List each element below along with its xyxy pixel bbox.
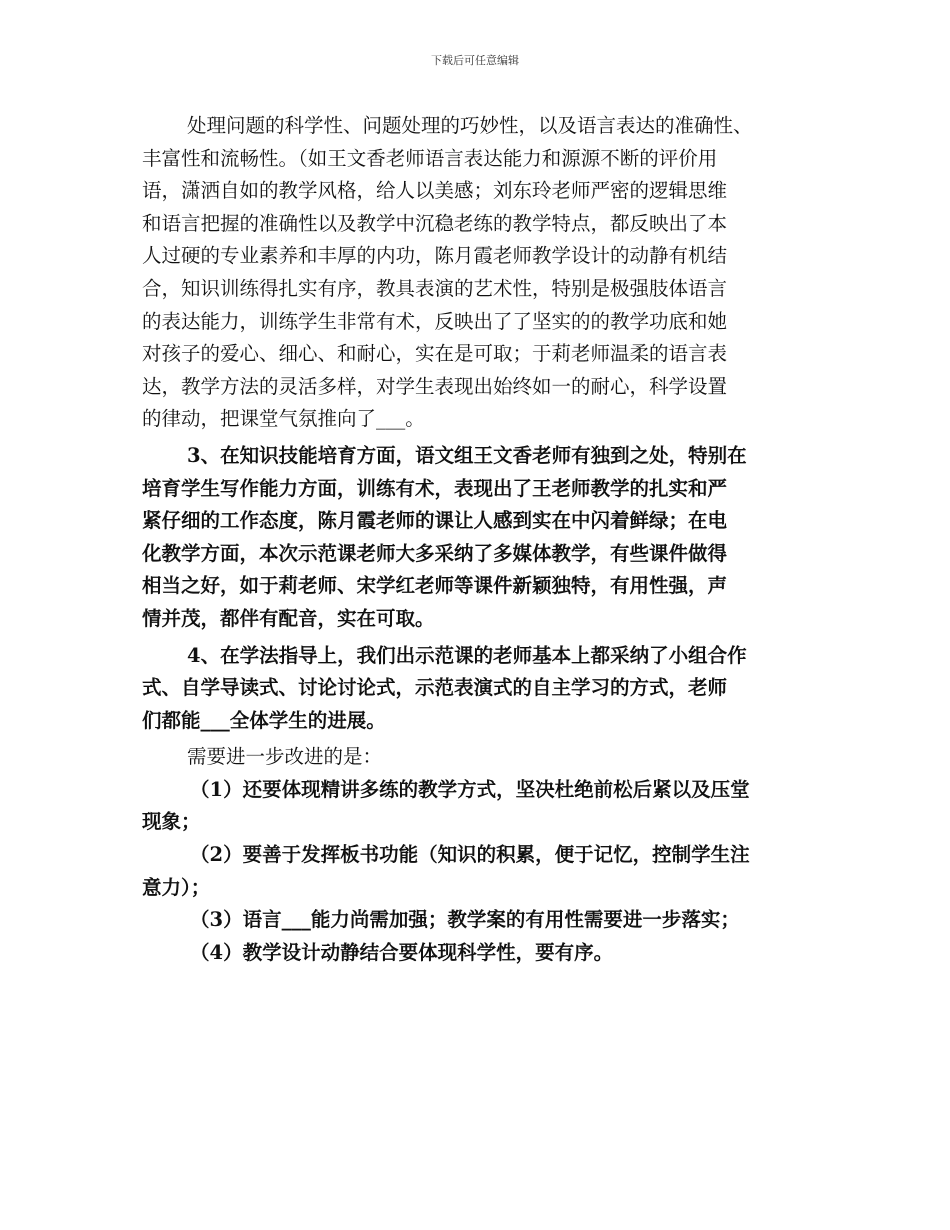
improvement-item-4: （4）教学设计动静结合要体现科学性，要有序。 — [190, 940, 614, 964]
text-line: 们都能___全体学生的进展。 — [142, 708, 386, 732]
text-line: 语，潇洒自如的教学风格，给人以美感；刘东玲老师严密的逻辑思维 — [142, 179, 728, 203]
page-header: 下载后可任意编辑 — [431, 54, 519, 67]
text-line: 丰富性和流畅性。（如王文香老师语言表达能力和源源不断的评价用 — [142, 146, 718, 170]
text-line: （2）要善于发挥板书功能（知识的积累，便于记忆，控制学生注 — [190, 843, 750, 867]
improvement-item-1 — [142, 774, 814, 839]
text-line: 对孩子的爱心、细心、和耐心，实在是可取；于莉老师温柔的语言表 — [142, 342, 728, 366]
text-line: 达，教学方法的灵活多样，对学生表现出始终如一的耐心，科学设置 — [142, 374, 728, 398]
text-line: （1）还要体现精讲多练的教学方式，坚决杜绝前松后紧以及压堂 — [190, 777, 750, 801]
text-line: 紧仔细的工作态度，陈月霞老师的课让人感到实在中闪着鲜绿；在电 — [142, 509, 728, 533]
text-line: 化教学方面，本次示范课老师大多采纳了多媒体教学，有些课件做得 — [142, 541, 728, 565]
text-line: 4、在学法指导上，我们出示范课的老师基本上都采纳了小组合作 — [187, 643, 747, 667]
text-line: 的律动，把课堂气氛推向了___。 — [142, 407, 425, 431]
paragraph-knowledge-skills — [142, 440, 814, 636]
text-line: 相当之好，如于莉老师、宋学红老师等课件新颖独特，有用性强，声 — [142, 574, 728, 598]
text-line: 处理问题的科学性、问题处理的巧妙性，以及语言表达的准确性、 — [187, 114, 753, 137]
text-line: 现象； — [142, 810, 201, 834]
text-line: 意力）； — [142, 875, 211, 899]
improvement-section — [142, 741, 814, 969]
improvement-item-2 — [142, 839, 814, 904]
paragraph-teaching-evaluation — [142, 110, 814, 436]
text-line: 情并茂，都伴有配音，实在可取。 — [142, 606, 435, 630]
text-line: 合，知识训练得扎实有序，教具表演的艺术性，特别是极强肢体语言 — [142, 276, 728, 300]
paragraph-learning-guidance — [142, 640, 814, 738]
improvement-item-3: （3）语言___能力尚需加强；教学案的有用性需要进一步落实； — [190, 908, 740, 932]
text-line: 人过硬的专业素养和丰厚的内功，陈月霞老师教学设计的动静有机结 — [142, 244, 728, 268]
body-text — [142, 110, 814, 969]
improvement-heading: 需要进一步改进的是： — [187, 745, 383, 769]
text-line: 培育学生写作能力方面，训练有术，表现出了王老师教学的扎实和严 — [142, 476, 728, 500]
text-line: 3、在知识技能培育方面，语文组王文香老师有独到之处，特别在 — [187, 443, 747, 467]
text-line: 的表达能力，训练学生非常有术，反映出了了坚实的的教学功底和她 — [142, 309, 728, 333]
text-line: 和语言把握的准确性以及教学中沉稳老练的教学特点，都反映出了本 — [142, 211, 728, 235]
text-line: 式、自学导读式、讨论讨论式，示范表演式的自主学习的方式，老师 — [142, 676, 728, 700]
